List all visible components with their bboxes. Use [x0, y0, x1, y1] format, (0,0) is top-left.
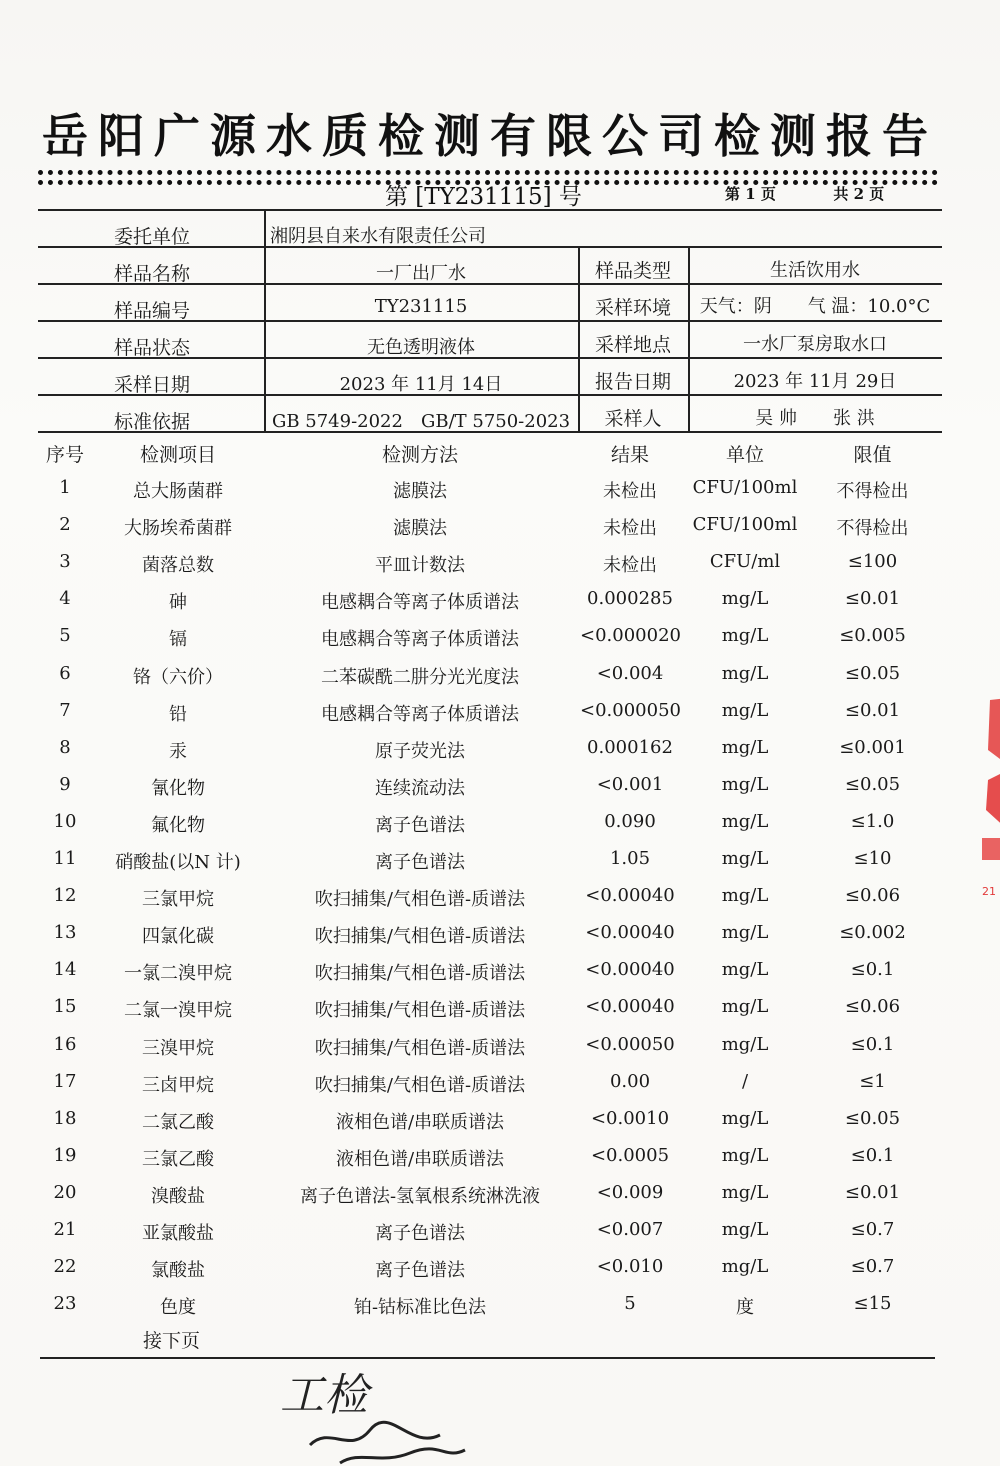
row-no: 4 — [59, 588, 71, 610]
row-method: 原子荧光法 — [375, 740, 465, 762]
table-row — [40, 625, 940, 662]
row-no: 6 — [59, 662, 71, 684]
row-result: <0.00040 — [585, 959, 675, 981]
sample-no-value: TY231115 — [374, 296, 468, 317]
table-row — [40, 1145, 940, 1182]
row-result: 0.090 — [604, 810, 656, 832]
table-row — [40, 1108, 940, 1145]
row-method: 吹扫捕集/气相色谱-质谱法 — [314, 1000, 526, 1022]
row-item: 二氯一溴甲烷 — [124, 1000, 232, 1022]
sampler-value: 吴 帅 张 洪 — [755, 408, 875, 429]
client-value: 湘阴县自来水有限责任公司 — [270, 226, 486, 247]
row-limit: ≤0.1 — [850, 959, 895, 981]
row-limit: ≤0.1 — [850, 1033, 895, 1055]
table-row — [40, 996, 940, 1033]
row-no: 5 — [59, 625, 71, 647]
svg-text:21: 21 — [982, 885, 996, 898]
table-row — [40, 885, 940, 922]
row-limit: ≤0.1 — [850, 1144, 895, 1166]
row-limit: ≤0.01 — [844, 699, 901, 721]
row-unit: / — [741, 1070, 749, 1092]
row-unit: CFU/100ml — [692, 514, 798, 536]
row-result: <0.001 — [596, 773, 664, 795]
header-result: 结果 — [610, 444, 649, 466]
row-method: 滤膜法 — [393, 518, 447, 540]
row-item: 镉 — [169, 629, 187, 651]
row-no: 15 — [53, 996, 77, 1018]
row-result: <0.000050 — [580, 699, 681, 721]
row-method: 离子色谱法-氢氧根系统淋洗液 — [299, 1185, 541, 1207]
row-method: 滤膜法 — [393, 481, 447, 502]
table-row — [40, 922, 940, 959]
handwritten-signature — [270, 1355, 490, 1466]
row-unit: mg/L — [721, 736, 769, 758]
row-no: 19 — [53, 1144, 77, 1166]
row-result: <0.007 — [596, 1219, 664, 1240]
row-result: 0.000285 — [587, 588, 673, 610]
row-unit: CFU/100ml — [692, 477, 798, 498]
row-no: 18 — [53, 1107, 77, 1129]
row-result: <0.009 — [596, 1181, 664, 1203]
row-item: 砷 — [169, 592, 187, 614]
row-unit: mg/L — [721, 996, 769, 1018]
row-unit: mg/L — [721, 699, 769, 721]
row-limit: ≤0.001 — [839, 736, 906, 758]
client-label: 委托单位 — [113, 226, 190, 248]
table-row — [40, 514, 940, 551]
row-item: 氯酸盐 — [151, 1260, 205, 1282]
svg-text:工检: 工检 — [280, 1370, 368, 1421]
row-item: 氟化物 — [151, 814, 205, 836]
row-unit: 度 — [736, 1297, 754, 1319]
row-method: 液相色谱/串联质谱法 — [335, 1111, 505, 1133]
row-unit: mg/L — [721, 1181, 769, 1203]
row-result: <0.0010 — [590, 1107, 670, 1129]
header-no: 序号 — [45, 444, 84, 466]
row-unit: mg/L — [721, 1219, 769, 1240]
row-no: 7 — [59, 699, 71, 721]
table-row — [40, 700, 940, 737]
row-result: <0.004 — [596, 662, 664, 684]
row-limit: ≤100 — [847, 551, 898, 573]
page-total: 共 2 页 — [833, 185, 885, 203]
row-method: 电感耦合等离子体质谱法 — [321, 703, 519, 725]
row-limit: ≤0.005 — [839, 625, 906, 647]
row-result: <0.00040 — [585, 922, 675, 944]
table-row — [40, 811, 940, 848]
row-no: 12 — [53, 885, 77, 907]
table-row — [40, 1219, 940, 1256]
row-method: 连续流动法 — [375, 777, 465, 799]
row-unit: mg/L — [721, 810, 769, 832]
row-no: 11 — [53, 848, 77, 869]
row-limit: ≤1 — [859, 1070, 886, 1092]
row-item: 硝酸盐(以N 计) — [115, 852, 241, 873]
row-item: 铅 — [169, 703, 187, 725]
row-result: 0.00 — [609, 1070, 651, 1092]
row-unit: mg/L — [721, 922, 769, 944]
row-method: 吹扫捕集/气相色谱-质谱法 — [314, 1037, 526, 1059]
report-date-value: 2023 年 11月 29日 — [733, 371, 897, 392]
row-method: 二苯碳酰二肼分光光度法 — [321, 666, 519, 688]
row-method: 离子色谱法 — [375, 852, 465, 873]
row-result: <0.00040 — [585, 996, 675, 1018]
row-no: 17 — [53, 1070, 77, 1092]
row-unit: mg/L — [721, 588, 769, 610]
row-item: 三卤甲烷 — [142, 1074, 214, 1096]
report-date-label: 报告日期 — [594, 371, 671, 393]
row-no: 23 — [53, 1293, 77, 1315]
row-method: 平皿计数法 — [375, 555, 465, 577]
row-method: 铂-钴标准比色法 — [353, 1297, 487, 1319]
row-method: 吹扫捕集/气相色谱-质谱法 — [314, 1074, 526, 1096]
env-value: 天气：阴 气 温：10.0°C — [699, 296, 931, 317]
row-no: 21 — [53, 1219, 77, 1240]
sample-type-label: 样品类型 — [594, 260, 671, 282]
table-row — [40, 1256, 940, 1293]
row-item: 色度 — [160, 1297, 196, 1319]
header-method: 检测方法 — [381, 444, 458, 466]
table-row — [40, 959, 940, 996]
row-limit: ≤0.05 — [844, 1107, 901, 1129]
row-item: 三氯甲烷 — [142, 889, 214, 911]
row-unit: CFU/ml — [709, 551, 781, 573]
row-unit: mg/L — [721, 1144, 769, 1166]
header-unit: 单位 — [725, 444, 764, 466]
report-number: 第 [TY231115] 号 — [385, 184, 582, 210]
row-unit: mg/L — [721, 959, 769, 981]
table-row — [40, 477, 940, 514]
row-limit: ≤0.06 — [844, 996, 901, 1018]
row-no: 22 — [53, 1256, 77, 1278]
state-label: 样品状态 — [113, 337, 190, 359]
header-limit: 限值 — [853, 444, 892, 466]
row-method: 吹扫捕集/气相色谱-质谱法 — [314, 889, 526, 911]
row-unit: mg/L — [721, 1107, 769, 1129]
row-item: 大肠埃希菌群 — [124, 518, 232, 540]
row-method: 电感耦合等离子体质谱法 — [321, 592, 519, 614]
report-title: 岳阳广源水质检测有限公司检测报告 — [42, 109, 938, 163]
row-no: 3 — [59, 551, 71, 573]
row-no: 8 — [59, 736, 71, 758]
row-unit: mg/L — [721, 625, 769, 647]
env-label: 采样环境 — [594, 297, 671, 319]
row-limit: ≤0.05 — [844, 773, 901, 795]
row-limit: ≤0.06 — [844, 885, 901, 907]
continued-note: 接下页 — [143, 1330, 201, 1352]
table-row — [40, 1034, 940, 1071]
table-row — [40, 848, 940, 885]
header-item: 检测项目 — [139, 444, 216, 466]
table-row — [40, 1293, 940, 1330]
row-limit: 不得检出 — [836, 518, 909, 540]
row-limit: ≤0.05 — [844, 662, 901, 684]
sample-type-value: 生活饮用水 — [770, 260, 860, 281]
row-result: 1.05 — [609, 848, 651, 869]
row-item: 三氯乙酸 — [142, 1148, 214, 1170]
row-limit: ≤1.0 — [850, 810, 895, 832]
row-limit: ≤0.01 — [844, 588, 901, 610]
row-limit: 不得检出 — [836, 481, 909, 502]
site-value: 一水厂泵房取水口 — [743, 334, 887, 355]
row-result: 未检出 — [603, 555, 657, 577]
info-rule — [38, 209, 942, 211]
row-result: 未检出 — [603, 481, 657, 502]
table-row — [40, 551, 940, 588]
state-value: 无色透明液体 — [367, 337, 475, 358]
row-item: 溴酸盐 — [151, 1185, 205, 1207]
row-no: 2 — [59, 514, 71, 536]
standard-value: GB 5749-2022 GB/T 5750-2023 — [271, 411, 571, 432]
row-unit: mg/L — [721, 848, 769, 869]
row-no: 9 — [59, 773, 71, 795]
row-result: <0.000020 — [580, 625, 681, 647]
row-method: 离子色谱法 — [375, 814, 465, 836]
row-limit: ≤0.01 — [844, 1181, 901, 1203]
table-row — [40, 663, 940, 700]
row-method: 电感耦合等离子体质谱法 — [321, 629, 519, 651]
page-number: 第 1 页 — [725, 185, 776, 203]
row-limit: ≤15 — [853, 1293, 892, 1315]
row-limit: ≤0.002 — [839, 922, 906, 944]
table-row — [40, 1182, 940, 1219]
sample-name-value: 一厂出厂水 — [376, 263, 466, 284]
dotted-divider-top — [38, 170, 938, 175]
row-unit: mg/L — [721, 662, 769, 684]
row-result: <0.00040 — [585, 885, 675, 907]
row-item: 汞 — [169, 740, 187, 762]
row-no: 14 — [53, 959, 77, 981]
row-limit: ≤0.7 — [850, 1256, 895, 1278]
row-unit: mg/L — [721, 1256, 769, 1278]
row-no: 20 — [53, 1181, 77, 1203]
row-unit: mg/L — [721, 885, 769, 907]
sampler-label: 采样人 — [604, 408, 662, 430]
table-row — [40, 737, 940, 774]
row-item: 菌落总数 — [142, 555, 214, 577]
row-method: 离子色谱法 — [375, 1260, 465, 1282]
table-row — [40, 774, 940, 811]
row-result: 未检出 — [603, 518, 657, 540]
row-no: 10 — [53, 810, 77, 832]
row-result: 0.000162 — [587, 736, 673, 758]
row-result: 5 — [624, 1293, 636, 1315]
date-value: 2023 年 11月 14日 — [339, 374, 503, 395]
row-no: 1 — [59, 477, 71, 498]
table-row — [40, 1071, 940, 1108]
date-label: 采样日期 — [113, 374, 190, 396]
site-label: 采样地点 — [594, 334, 671, 356]
row-method: 液相色谱/串联质谱法 — [335, 1148, 505, 1170]
red-seal-fragment — [968, 690, 1000, 920]
row-no: 16 — [53, 1033, 77, 1055]
row-item: 三溴甲烷 — [142, 1037, 214, 1059]
info-col-rule — [264, 210, 266, 431]
row-unit: mg/L — [721, 1033, 769, 1055]
row-result: <0.0005 — [590, 1144, 670, 1166]
row-result: <0.00050 — [585, 1033, 675, 1055]
sample-name-label: 样品名称 — [113, 263, 190, 285]
row-method: 吹扫捕集/气相色谱-质谱法 — [314, 963, 526, 985]
row-item: 铬（六价） — [133, 666, 223, 688]
row-method: 离子色谱法 — [375, 1223, 465, 1244]
row-item: 四氯化碳 — [142, 926, 214, 948]
row-item: 亚氯酸盐 — [142, 1223, 214, 1244]
row-item: 二氯乙酸 — [142, 1111, 214, 1133]
row-unit: mg/L — [721, 773, 769, 795]
row-method: 吹扫捕集/气相色谱-质谱法 — [314, 926, 526, 948]
row-limit: ≤10 — [853, 848, 892, 869]
sample-no-label: 样品编号 — [113, 300, 190, 322]
row-item: 总大肠菌群 — [133, 481, 223, 502]
row-item: 一氯二溴甲烷 — [124, 963, 232, 985]
standard-label: 标准依据 — [113, 411, 190, 433]
row-item: 氰化物 — [151, 777, 205, 799]
page-info — [725, 183, 884, 204]
row-result: <0.010 — [596, 1256, 664, 1278]
row-no: 13 — [53, 922, 77, 944]
table-row — [40, 588, 940, 625]
row-limit: ≤0.7 — [850, 1219, 895, 1240]
